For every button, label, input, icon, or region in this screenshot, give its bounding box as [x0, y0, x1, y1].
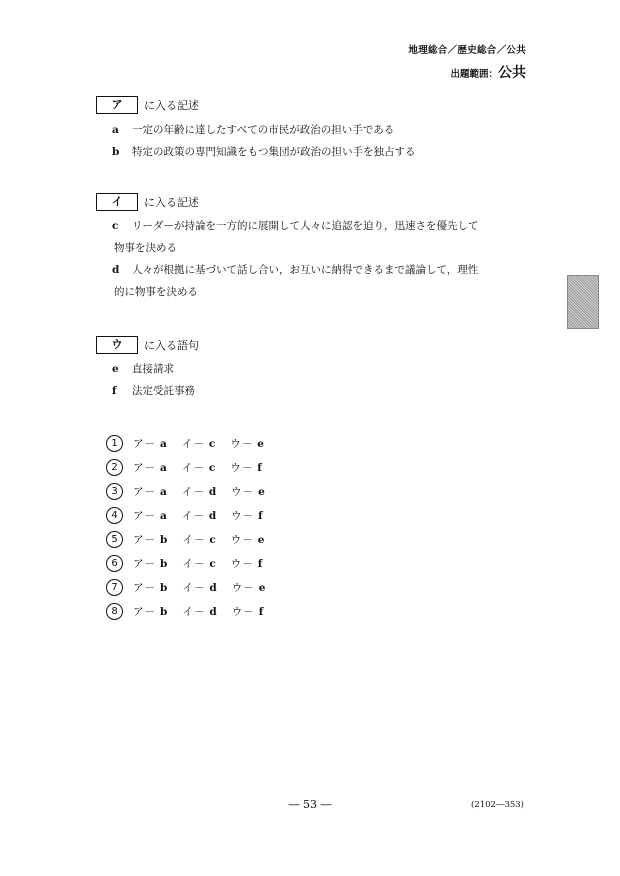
blank-box: イ: [96, 193, 138, 211]
option-letter: d: [112, 264, 120, 276]
option-text: 一定の年齢に達したすべての市民が政治の担い手である: [132, 124, 395, 136]
option-text-continued: 的に物事を決める: [114, 286, 198, 298]
answer-choice[interactable]: 2 ア－ a イ－ c ウ－ f: [106, 455, 280, 479]
option-text: 直接請求: [132, 363, 174, 375]
option-item: [96, 215, 536, 259]
option-letter: e: [112, 363, 119, 375]
choice-number: 1: [106, 435, 123, 452]
section-a: [96, 95, 536, 163]
section-u: [96, 335, 536, 402]
option-text: 特定の政策の専門知識をもつ集団が政治の担い手を独占する: [132, 146, 416, 158]
answer-choices: [106, 431, 280, 623]
section-heading: [96, 335, 536, 355]
answer-choice[interactable]: 3 ア－ a イ－ d ウ－ e: [106, 479, 280, 503]
section-heading: [96, 95, 536, 115]
choice-number: 6: [106, 555, 123, 572]
section-i: [96, 192, 536, 303]
answer-choice[interactable]: 5 ア－ b イ－ c ウ－ e: [106, 527, 280, 551]
choice-number: 3: [106, 483, 123, 500]
option-item: [96, 119, 536, 141]
option-item: [96, 141, 536, 163]
exam-code: (2102―353): [471, 800, 524, 810]
option-text: 人々が根拠に基づいて話し合い，お互いに納得できるまで議論して，理性: [132, 264, 479, 276]
blank-box: ア: [96, 96, 138, 114]
option-letter: f: [112, 385, 117, 397]
subject-list: 地理総合／歴史総合／公共: [408, 45, 526, 56]
answer-choice[interactable]: 6 ア－ b イ－ c ウ－ f: [106, 551, 280, 575]
section-title: に入る語句: [144, 339, 199, 352]
section-title: に入る記述: [144, 99, 199, 112]
choice-number: 4: [106, 507, 123, 524]
option-item: [96, 380, 536, 402]
section-title: に入る記述: [144, 196, 199, 209]
page-number: ― 53 ―: [288, 798, 332, 811]
exam-scope-value: 公共: [498, 65, 526, 81]
option-item: [96, 259, 536, 303]
option-letter: c: [112, 220, 119, 232]
section-index-tab: [567, 275, 599, 329]
answer-choice[interactable]: 1 ア－ a イ－ c ウ－ e: [106, 431, 280, 455]
exam-scope: [450, 62, 526, 82]
choice-number: 7: [106, 579, 123, 596]
answer-choice[interactable]: 7 ア－ b イ－ d ウ－ e: [106, 575, 280, 599]
exam-scope-label: 出題範囲：: [450, 69, 498, 80]
option-letter: b: [112, 146, 120, 158]
choice-number: 2: [106, 459, 123, 476]
option-text: リーダーが持論を一方的に展開して人々に追認を迫り，迅速さを優先して: [132, 220, 479, 232]
choice-number: 5: [106, 531, 123, 548]
answer-choice[interactable]: 4 ア－ a イ－ d ウ－ f: [106, 503, 280, 527]
choice-number: 8: [106, 603, 123, 620]
option-text: 法定受託事務: [132, 385, 195, 397]
option-text-continued: 物事を決める: [114, 242, 177, 254]
section-heading: [96, 192, 536, 212]
option-letter: a: [112, 124, 119, 136]
option-item: [96, 358, 536, 380]
answer-choice[interactable]: 8 ア－ b イ－ d ウ－ f: [106, 599, 280, 623]
blank-box: ウ: [96, 336, 138, 354]
